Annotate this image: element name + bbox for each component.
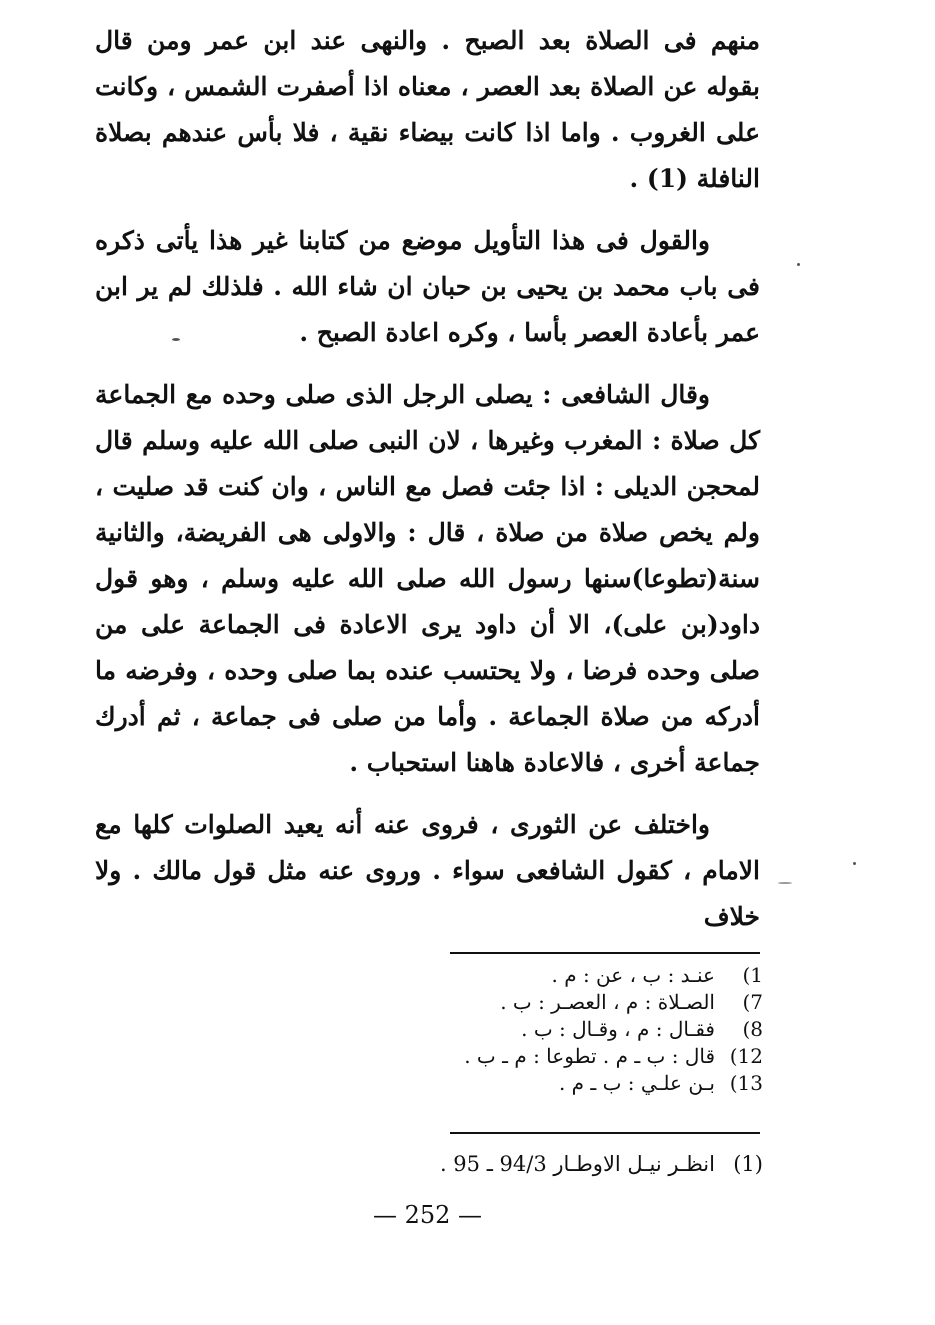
- variant-note-number: 8): [742, 1017, 763, 1041]
- variant-note-number: 13): [729, 1071, 763, 1095]
- variant-note: [403, 989, 763, 1016]
- variant-note-number: 12): [729, 1044, 763, 1068]
- variant-note-number: 7): [742, 990, 763, 1014]
- variant-note: [403, 1043, 763, 1070]
- scan-speck: [172, 338, 180, 341]
- variant-note-text: عنـد : ب ، عن : م .: [551, 963, 715, 987]
- variant-note: [403, 1016, 763, 1043]
- footnote-number: (1): [733, 1152, 763, 1176]
- variant-note-text: الصـلاة : م ، العصـر : ب .: [500, 990, 715, 1014]
- variant-note: [403, 962, 763, 989]
- footnote: [343, 1150, 763, 1178]
- variant-notes: [403, 962, 763, 1097]
- variant-note-number: 1): [742, 963, 763, 987]
- paragraph-2: والقول فى هذا التأويل موضع من كتابنا غير هذا يأتى ذكره فى باب محمد بن يحيى بن حبان ان شاء الله . فلذلك لم ير ابن عمر بأعادة العصر بأسا ، وكره اعادة الصبح .: [95, 226, 760, 347]
- page-number: — 252 —: [372, 1201, 483, 1229]
- variant-note: [403, 1070, 763, 1097]
- footnote-text: انظـر نيـل الاوطـار 94/3 ـ 95 .: [439, 1152, 715, 1176]
- paragraph-1: منهم فى الصلاة بعد الصبح . والنهى عند ابن عمر ومن قال بقوله عن الصلاة بعد العصر ، معناه اذا أصفرت الشمس ، وكانت على الغروب . واما اذا كانت بيضاء نقية ، فلا بأس عندهم بصلاة النافلة (1) .: [95, 26, 760, 193]
- scan-speck: [853, 862, 856, 865]
- paragraph-3: وقال الشافعى : يصلى الرجل الذى صلى وحده مع الجماعة كل صلاة : المغرب وغيرها ، لان النبى صلى الله عليه وسلم قال لمحجن الديلى : اذا جئت فصل مع الناس ، وان كنت قد صليت ، ولم يخص صلاة من صلاة ، قال : والاولى هى الفريضة، والثانية سنة(تطوعا)سنها رسول الله صلى الله عليه وسلم ، وهو قول داود(بن على)، الا أن داود يرى الاعادة فى الجماعة على من صلى وحده فرضا ، ولا يحتسب عنده بما صلى وحده ، وفرضه ما أدركه من صلاة الجماعة . وأما من صلى فى جماعة ، ثم أدرك جماعة أخرى ، فالاعادة هاهنا استحباب .: [95, 380, 760, 777]
- variant-note-text: بـن علـي : ب ـ م .: [558, 1071, 715, 1095]
- variant-note-text: فقـال : م ، وقـال : ب .: [521, 1017, 715, 1041]
- paragraph-4: واختلف عن الثورى ، فروى عنه أنه يعيد الصلوات كلها مع الامام ، كقول الشافعى سواء . وروى عنه مثل قول مالك . ولا خلاف: [95, 810, 760, 931]
- scan-speck: [778, 882, 792, 884]
- notes-divider: [450, 952, 760, 954]
- main-text: [95, 18, 760, 956]
- footnote-divider: [450, 1132, 760, 1134]
- variant-note-text: قال : ب ـ م . تطوعا : م ـ ب .: [464, 1044, 715, 1068]
- scan-speck: [797, 263, 800, 266]
